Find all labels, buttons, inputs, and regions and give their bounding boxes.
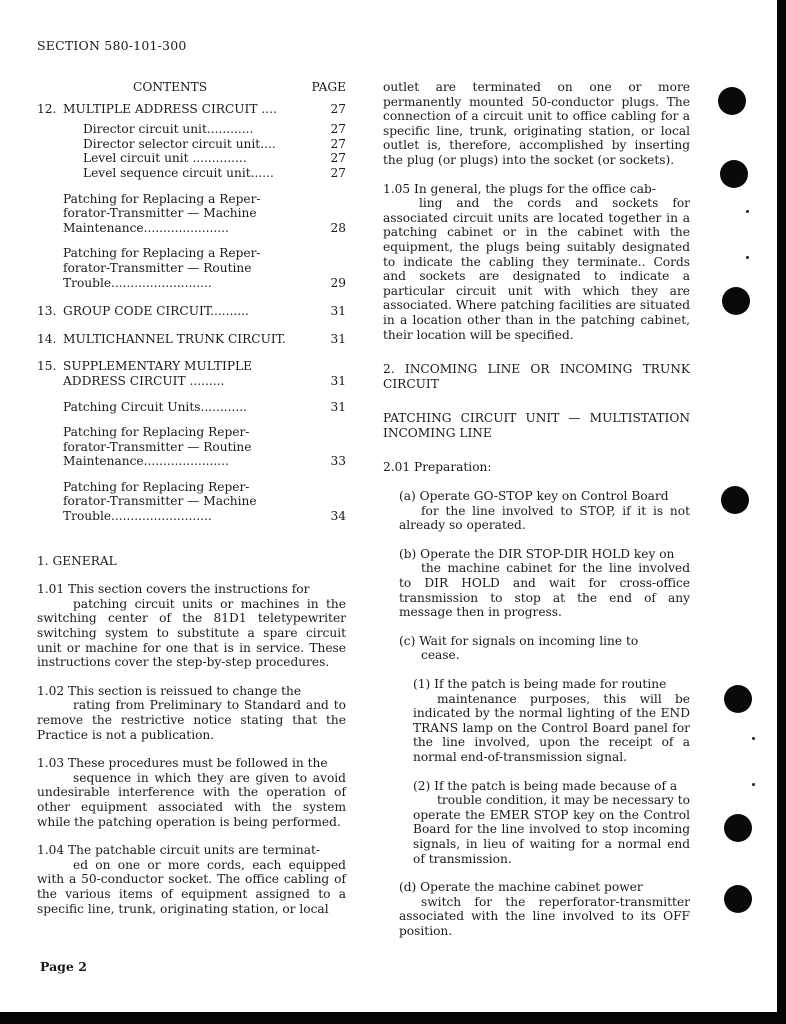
contents-page-label: PAGE: [311, 80, 346, 94]
contents-header: [37, 80, 346, 95]
punch-hole: [724, 814, 752, 842]
section-heading-general: 1. GENERAL: [37, 553, 117, 568]
paragraph-1-04-continued: outlet are terminated on one or more permanently mounted 50-conductor plugs. The connection of a circuit unit to office cabling for a specific line, trunk, originating station, or local outlet is, therefore, accomplished by inserting the plug (or plugs) into the socket (or sockets).: [383, 80, 690, 167]
step-b: (b) Operate the DIR STOP-DIR HOLD key on the machine cabinet for the line involved to DIR HOLD and wait for cross-office transmission to stop at the end of any message then in progress.: [399, 546, 690, 620]
punch-hole: [721, 486, 749, 514]
toc-entry[interactable]: 14. MULTICHANNEL TRUNK CIRCUIT. 31: [37, 331, 346, 346]
paragraph-1-04: 1.04 The patchable circuit units are terminat- ed on one or more cords, each equipped with a 50-conductor socket. The office cabling of the various items of equipment assigned to a specific line, trunk, originating station, or local: [37, 843, 346, 916]
paragraph-1-01: 1.01 This section covers the instructions for patching circuit units or machines in the switching center of the 81D1 teletypewriter switching system to substitute a spare circuit unit or machine for one that is in service. These instructions cover the step-by-step procedures.: [37, 582, 346, 670]
step-c: (c) Wait for signals on incoming line to cease.: [399, 633, 639, 663]
page-number: Page 2: [40, 959, 87, 974]
toc-entry[interactable]: Level sequence circuit unit...... 27: [83, 165, 346, 180]
punch-hole: [724, 685, 752, 713]
punch-hole: [722, 287, 750, 315]
contents-title: CONTENTS: [133, 80, 208, 94]
toc-entry[interactable]: Director selector circuit unit.... 27: [83, 136, 346, 151]
toc-entry[interactable]: 15. SUPPLEMENTARY MULTIPLE ADDRESS CIRCUIT ......... 31: [37, 359, 346, 388]
step-c-1: (1) If the patch is being made for routine maintenance purposes, this will be indicated by the normal lighting of the END TRANS lamp on the Control Board panel for the line involved, upon the receipt of a normal end-of-transmission signal.: [413, 677, 690, 764]
section-heading-2: 2. INCOMING LINE OR INCOMING TRUNK CIRCUIT: [383, 362, 690, 391]
toc-entry[interactable]: Patching for Replacing a Reper- forator-Transmitter — Machine Maintenance...................... 28: [63, 191, 346, 235]
scan-edge-right: [777, 0, 786, 1024]
toc-entry[interactable]: 12. MULTIPLE ADDRESS CIRCUIT .... 27: [37, 101, 346, 116]
toc-entry[interactable]: Patching Circuit Units............ 31: [63, 399, 346, 414]
toc-entry[interactable]: Patching for Replacing Reper- forator-Transmitter — Machine Trouble.......................... 34: [63, 479, 346, 524]
punch-hole: [724, 885, 752, 913]
paragraph-1-02: 1.02 This section is reissued to change the rating from Preliminary to Standard and to remove the restrictive notice stating that the Practice is not a publication.: [37, 683, 346, 742]
section-number: SECTION 580-101-300: [37, 38, 187, 53]
scan-speck: [752, 783, 755, 786]
toc-entry[interactable]: Level circuit unit .............. 27: [83, 151, 346, 166]
step-c-2: (2) If the patch is being made because of a trouble condition, it may be necessary to operate the EMER STOP key on the Control Board for the line involved to stop incoming signals, in lieu of waiting for a normal end of transmission.: [413, 778, 690, 866]
scan-speck: [746, 210, 749, 213]
punch-hole: [720, 160, 748, 188]
right-column: [383, 80, 690, 939]
scan-speck: [746, 256, 749, 259]
scan-speck: [752, 737, 755, 740]
paragraph-1-03: 1.03 These procedures must be followed in the sequence in which they are given to avoid undesirable interference with the operation of other equipment associated with the system while the patching operation is being performed.: [37, 756, 346, 829]
left-column: [37, 80, 346, 916]
step-a: (a) Operate GO-STOP key on Control Board for the line involved to STOP, if it is not already so operated.: [399, 489, 690, 533]
toc-entry[interactable]: 13. GROUP CODE CIRCUIT.......... 31: [37, 304, 346, 319]
toc-entry[interactable]: Director circuit unit............ 27: [83, 122, 346, 137]
scan-edge-bottom: [0, 1012, 786, 1024]
step-d: (d) Operate the machine cabinet power switch for the reperforator-transmitter associated with the line involved to its OFF position.: [399, 880, 690, 938]
punch-hole: [718, 87, 746, 115]
paragraph-1-05: 1.05 In general, the plugs for the office cab- ling and the cords and sockets for associated circuit units are located together in a patching cabinet or in the cabinet with the equipment, the plugs being suitably designated to indicate the cabling they terminate.. Cords and sockets are designated to indicate a particular circuit unit with which they are associated. Where patching facilities are situated in a location other than in the patching cabinet, their location will be specified.: [383, 181, 690, 342]
paragraph-2-01: 2.01 Preparation:: [383, 460, 492, 475]
subheading-patching-circuit-unit: PATCHING CIRCUIT UNIT — MULTISTATION INCOMING LINE: [383, 411, 690, 440]
toc-entry[interactable]: Patching for Replacing a Reper- forator-Transmitter — Routine Trouble.......................... 29: [63, 246, 346, 290]
toc-entry[interactable]: Patching for Replacing Reper- forator-Transmitter — Routine Maintenance...................... 33: [63, 425, 346, 469]
